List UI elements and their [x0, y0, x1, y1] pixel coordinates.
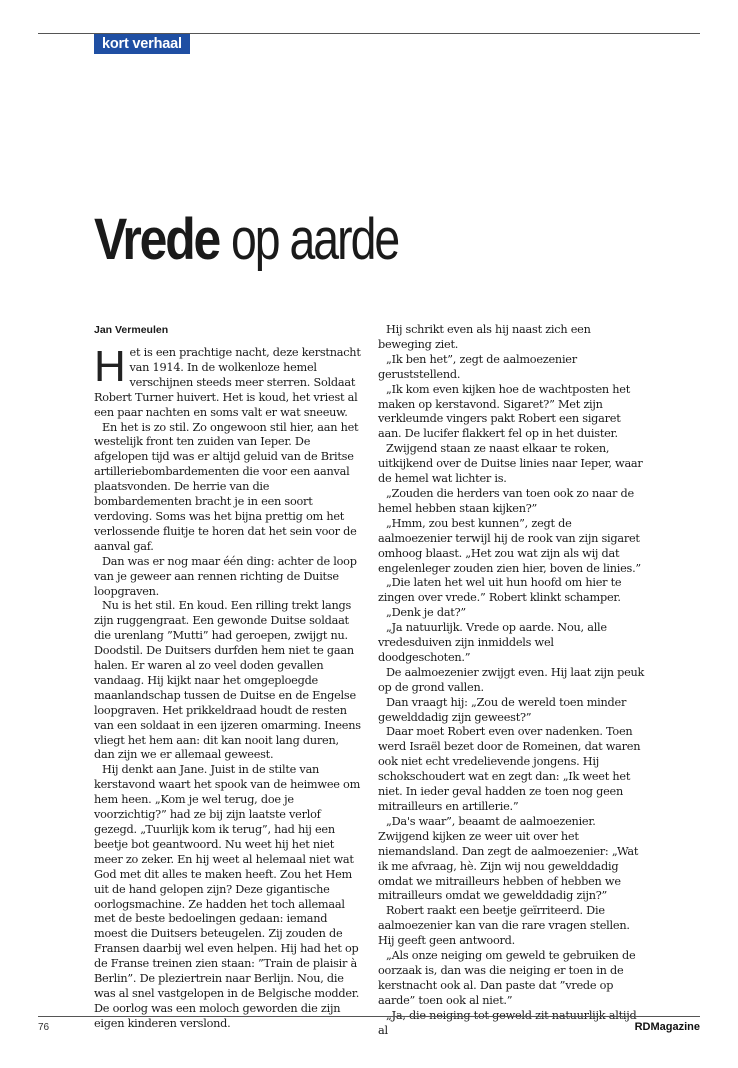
- paragraph: Daar moet Robert even over nadenken. Toen werd Israël bezet door de Romeinen, dat waren ook niet echt vredelievende jongens. Hij schokschoudert wat en zegt dan: „Ik weet het niet. In ieder geval hadden ze toen nog geen mitrailleurs en artillerie.”: [378, 725, 641, 813]
- article-column-right: [378, 323, 646, 1039]
- paragraph: „Denk je dat?”: [386, 606, 466, 620]
- paragraph: „Als onze neiging om geweld te gebruiken de oorzaak is, dan was die neiging er toen in de kerstnacht ook al. Dan paste dat ”vrede op aarde” toen ook al niet.”: [378, 949, 636, 1007]
- title-light: op aarde: [231, 207, 399, 272]
- paragraph: Dan was er nog maar één ding: achter de loop van je geweer aan rennen richting de Duitse loopgraven.: [94, 554, 357, 598]
- paragraph: Het is een prachtige nacht, deze kerstnacht van 1914. In de wolkenloze hemel verschijnen steeds meer sterren. Soldaat Robert Turner huivert. Het is koud, het vriest al een paar nachten en soms valt er wat sneeuw.: [94, 342, 361, 419]
- paragraph: „Ja natuurlijk. Vrede op aarde. Nou, alle vredesduiven zijn inmiddels wel doodgeschoten.”: [378, 621, 607, 664]
- paragraph: „Ik ben het”, zegt de aalmoezenier geruststellend.: [378, 352, 577, 381]
- paragraph: En het is zo stil. Zo ongewoon stil hier, aan het westelijk front ten zuiden van Ieper. De afgelopen tijd was er altijd geluid van de Britse artilleriebombardementen die voor een aanval plaatsvonden. De herrie van die bombardementen bracht je in een soort verdoving. Soms was het bijna prettig om het verlossende fluitje te horen dat het sein voor de aanval gaf.: [94, 420, 359, 553]
- author-byline: Jan Vermeulen: [94, 324, 169, 336]
- paragraph: Robert raakt een beetje geïrriteerd. Die aalmoezenier kan van die rare vragen stellen. Hij geeft geen antwoord.: [378, 904, 630, 948]
- paragraph: „Zouden die herders van toen ook zo naar de hemel hebben staan kijken?”: [378, 486, 634, 515]
- title-bold: Vrede: [94, 207, 220, 272]
- article-title: [94, 205, 440, 275]
- paragraph: Hij schrikt even als hij naast zich een beweging ziet.: [378, 323, 591, 351]
- paragraph: „Hmm, zou best kunnen”, zegt de aalmoezenier terwijl hij de rook van zijn sigaret omhoog blaast. „Het zou wat zijn als wij dat engelenleger zouden zien hier, boven de linies.”: [378, 516, 641, 575]
- bottom-rule: [38, 1016, 700, 1017]
- paragraph: „Die laten het wel uit hun hoofd om hier te zingen over vrede.” Robert klinkt schamper.: [378, 576, 622, 605]
- paragraph: Nu is het stil. En koud. Een rilling trekt langs zijn ruggengraat. Een gewonde Duitse soldaat die urenlang ”Mutti” had geroepen, zwijgt nu. Doodstil. De Duitsers durfden hem niet te gaan halen. Er waren al zo veel doden gevallen vandaag. Hij kijkt naar het omgeploegde maanlandschap tussen de Duitse en de Engelse loopgraven. Het prikkeldraad houdt de resten van een soldaat in een ijzeren omarming. Ineens vliegt het hem aan: dit kan nooit lang duren, dan zijn we er allemaal geweest.: [94, 599, 361, 762]
- paragraph: „Da's waar”, beaamt de aalmoezenier. Zwijgend kijken ze weer uit over het niemandsland. Dan zegt de aalmoezenier: „Wat ik me afvraag, hè. Zijn wij nou gewelddadig omdat we mitrailleurs hebben of hebben we mitrailleurs omdat we gewelddadig zijn?”: [378, 814, 639, 903]
- paragraph: Zwijgend staan ze naast elkaar te roken, uitkijkend over de Duitse linies naar Ieper, waar de hemel wat lichter is.: [378, 442, 643, 486]
- paragraph: Hij denkt aan Jane. Juist in de stilte van kerstavond waart het spook van de heimwee om hem heen. „Kom je wel terug, doe je voorzichtig?” had ze bij zijn laatste verlof gezegd. „Tuurlijk kom ik terug”, had hij een beetje bot geantwoord. Nu weet hij het niet meer zo zeker. En hij weet al helemaal niet wat God met dit alles te maken heeft. Zou het Hem uit de hand gelopen zijn? Deze gigantische oorlogsmachine. Ze hadden het toch allemaal met de beste bedoelingen gedaan: iemand moest die Duitsers beteugelen. Zij zouden de Fransen daarbij wel even helpen. Hij had het op de Franse treinen zien staan: ”Train de plaisir à Berlin”. De pleziertrein naar Berlijn. Nou, die was al snel vastgelopen in de Belgische modder. De oorlog was een moloch geworden die zijn eigen kinderen verslond.: [94, 763, 361, 1030]
- section-tag: kort verhaal: [94, 34, 190, 54]
- page-number: 76: [38, 1022, 50, 1033]
- paragraph: al: [378, 1023, 388, 1037]
- article-column-left: [94, 342, 362, 1032]
- paragraph: Dan vraagt hij: „Zou de wereld toen minder gewelddadig zijn geweest?”: [378, 695, 627, 724]
- paragraph: „Ik kom even kijken hoe de wachtposten het maken op kerstavond. Sigaret?” Met zijn verkleumde vingers pakt Robert een sigaret aan. De lucifer flakkert fel op in het duister.: [378, 382, 631, 441]
- paragraph: De aalmoezenier zwijgt even. Hij laat zijn peuk op de grond vallen.: [378, 665, 645, 694]
- magazine-name: RDMagazine: [634, 1021, 700, 1033]
- dropcap: H: [94, 342, 126, 391]
